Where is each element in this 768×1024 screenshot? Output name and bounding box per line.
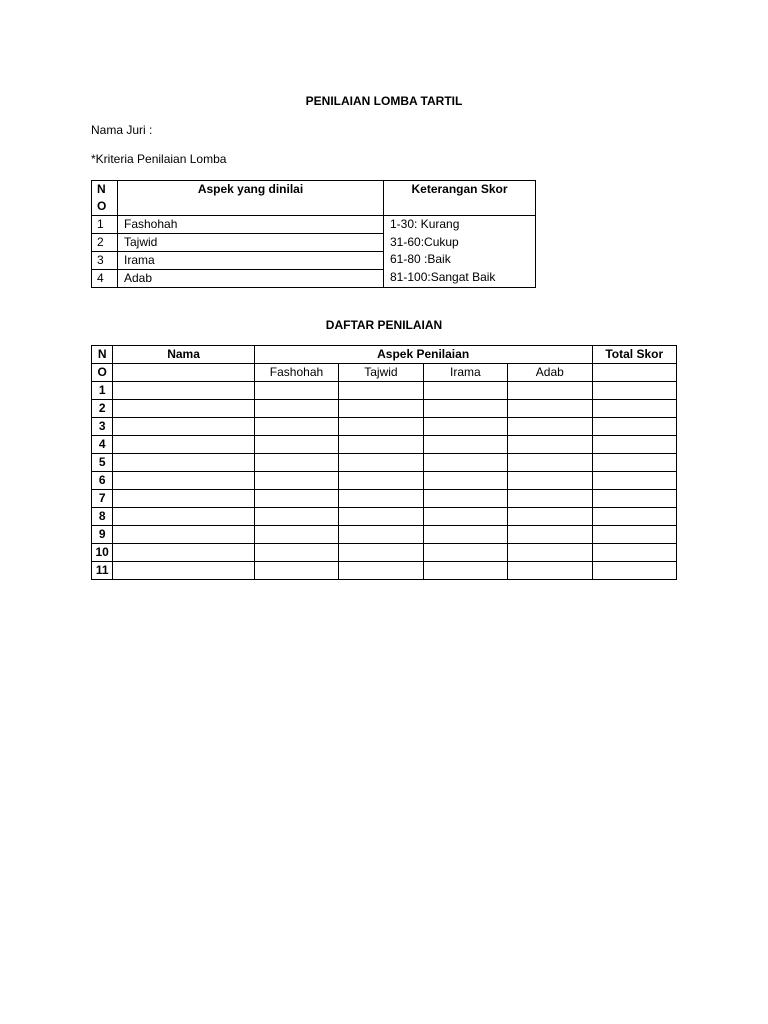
score-cell-adab[interactable] <box>508 454 592 472</box>
score-cell-nama[interactable] <box>113 400 254 418</box>
criteria-row-aspek: Adab <box>118 270 384 288</box>
score-cell-total[interactable] <box>592 562 676 580</box>
score-cell-nama[interactable] <box>113 490 254 508</box>
score-row-no: 11 <box>92 562 113 580</box>
score-cell-irama[interactable] <box>423 508 507 526</box>
score-cell-nama[interactable] <box>113 508 254 526</box>
score-cell-total[interactable] <box>592 382 676 400</box>
score-subheader-nama-blank <box>113 364 254 382</box>
criteria-row-no: 2 <box>92 234 118 252</box>
score-cell-nama[interactable] <box>113 526 254 544</box>
score-cell-adab[interactable] <box>508 562 592 580</box>
score-subheader-irama: Irama <box>423 364 507 382</box>
score-header-nama: Nama <box>113 346 254 364</box>
criteria-table <box>91 180 536 288</box>
score-row <box>92 526 677 544</box>
score-row-no: 4 <box>92 436 113 454</box>
score-row <box>92 508 677 526</box>
score-cell-irama[interactable] <box>423 562 507 580</box>
score-row-no: 10 <box>92 544 113 562</box>
score-cell-fashohah[interactable] <box>254 544 338 562</box>
score-cell-total[interactable] <box>592 526 676 544</box>
keterangan-line: 31-60:Cukup <box>390 234 459 249</box>
score-table <box>91 345 677 580</box>
keterangan-line: 81-100:Sangat Baik <box>390 269 496 284</box>
criteria-header-no-line1: N <box>97 182 106 196</box>
score-row-no: 3 <box>92 418 113 436</box>
score-cell-tajwid[interactable] <box>339 418 423 436</box>
score-cell-adab[interactable] <box>508 490 592 508</box>
criteria-header-keterangan: Keterangan Skor <box>384 181 536 216</box>
score-cell-tajwid[interactable] <box>339 508 423 526</box>
score-cell-tajwid[interactable] <box>339 562 423 580</box>
score-subheader-total-blank <box>592 364 676 382</box>
score-cell-adab[interactable] <box>508 508 592 526</box>
score-row-no: 7 <box>92 490 113 508</box>
score-cell-irama[interactable] <box>423 454 507 472</box>
score-subheader-adab: Adab <box>508 364 592 382</box>
score-cell-nama[interactable] <box>113 544 254 562</box>
score-header-no-line2: O <box>92 364 113 382</box>
score-cell-tajwid[interactable] <box>339 436 423 454</box>
criteria-row-no: 3 <box>92 252 118 270</box>
score-row-no: 9 <box>92 526 113 544</box>
score-row <box>92 400 677 418</box>
criteria-row <box>92 216 536 234</box>
score-cell-irama[interactable] <box>423 526 507 544</box>
score-cell-irama[interactable] <box>423 544 507 562</box>
score-cell-irama[interactable] <box>423 418 507 436</box>
score-row-no: 5 <box>92 454 113 472</box>
score-cell-adab[interactable] <box>508 436 592 454</box>
score-cell-tajwid[interactable] <box>339 490 423 508</box>
score-cell-irama[interactable] <box>423 400 507 418</box>
criteria-row-aspek: Irama <box>118 252 384 270</box>
score-cell-tajwid[interactable] <box>339 472 423 490</box>
score-cell-total[interactable] <box>592 508 676 526</box>
score-cell-adab[interactable] <box>508 526 592 544</box>
score-cell-nama[interactable] <box>113 562 254 580</box>
score-row <box>92 544 677 562</box>
score-row-no: 8 <box>92 508 113 526</box>
criteria-row-aspek: Fashohah <box>118 216 384 234</box>
criteria-row-no: 4 <box>92 270 118 288</box>
score-row-no: 6 <box>92 472 113 490</box>
score-row <box>92 382 677 400</box>
score-cell-adab[interactable] <box>508 544 592 562</box>
criteria-header-aspek: Aspek yang dinilai <box>118 181 384 216</box>
score-cell-fashohah[interactable] <box>254 382 338 400</box>
score-subheader-fashohah: Fashohah <box>254 364 338 382</box>
score-cell-tajwid[interactable] <box>339 454 423 472</box>
score-cell-tajwid[interactable] <box>339 526 423 544</box>
score-cell-total[interactable] <box>592 400 676 418</box>
score-cell-fashohah[interactable] <box>254 526 338 544</box>
score-row <box>92 472 677 490</box>
score-cell-tajwid[interactable] <box>339 382 423 400</box>
score-cell-tajwid[interactable] <box>339 544 423 562</box>
score-cell-irama[interactable] <box>423 436 507 454</box>
score-row <box>92 562 677 580</box>
score-cell-fashohah[interactable] <box>254 454 338 472</box>
score-cell-total[interactable] <box>592 544 676 562</box>
score-row <box>92 490 677 508</box>
score-cell-fashohah[interactable] <box>254 508 338 526</box>
score-cell-fashohah[interactable] <box>254 562 338 580</box>
score-subheader-row <box>92 364 677 382</box>
score-row <box>92 436 677 454</box>
score-cell-tajwid[interactable] <box>339 400 423 418</box>
score-cell-fashohah[interactable] <box>254 436 338 454</box>
criteria-keterangan-cell <box>384 216 536 288</box>
judge-name-label: Nama Juri : <box>91 123 153 137</box>
criteria-row-aspek: Tajwid <box>118 234 384 252</box>
score-cell-adab[interactable] <box>508 382 592 400</box>
criteria-header-no-line2: O <box>97 199 107 213</box>
score-table-body <box>92 382 677 580</box>
score-cell-nama[interactable] <box>113 472 254 490</box>
score-cell-nama[interactable] <box>113 418 254 436</box>
score-cell-total[interactable] <box>592 472 676 490</box>
document-title: PENILAIAN LOMBA TARTIL <box>305 94 463 108</box>
keterangan-line: 1-30: Kurang <box>390 217 460 231</box>
score-cell-nama[interactable] <box>113 436 254 454</box>
score-cell-nama[interactable] <box>113 454 254 472</box>
score-list-title: DAFTAR PENILAIAN <box>325 318 443 332</box>
score-row-no: 1 <box>92 382 113 400</box>
score-header-row <box>92 346 677 364</box>
score-cell-irama[interactable] <box>423 490 507 508</box>
score-cell-irama[interactable] <box>423 382 507 400</box>
score-row <box>92 418 677 436</box>
score-cell-total[interactable] <box>592 454 676 472</box>
score-cell-fashohah[interactable] <box>254 472 338 490</box>
score-cell-fashohah[interactable] <box>254 418 338 436</box>
score-cell-adab[interactable] <box>508 472 592 490</box>
score-header-no-line1: N <box>92 346 113 364</box>
score-cell-total[interactable] <box>592 436 676 454</box>
score-cell-nama[interactable] <box>113 382 254 400</box>
score-cell-fashohah[interactable] <box>254 400 338 418</box>
score-cell-adab[interactable] <box>508 418 592 436</box>
score-row <box>92 454 677 472</box>
criteria-row-no: 1 <box>92 216 118 234</box>
score-header-total: Total Skor <box>592 346 676 364</box>
score-header-aspek-penilaian: Aspek Penilaian <box>254 346 592 364</box>
score-row-no: 2 <box>92 400 113 418</box>
criteria-label: *Kriteria Penilaian Lomba <box>91 152 227 166</box>
score-cell-total[interactable] <box>592 490 676 508</box>
score-cell-fashohah[interactable] <box>254 490 338 508</box>
score-cell-adab[interactable] <box>508 400 592 418</box>
score-subheader-tajwid: Tajwid <box>339 364 423 382</box>
criteria-header-row <box>92 181 536 216</box>
keterangan-line: 61-80 :Baik <box>390 252 451 266</box>
score-cell-irama[interactable] <box>423 472 507 490</box>
criteria-header-no <box>92 181 118 216</box>
score-cell-total[interactable] <box>592 418 676 436</box>
